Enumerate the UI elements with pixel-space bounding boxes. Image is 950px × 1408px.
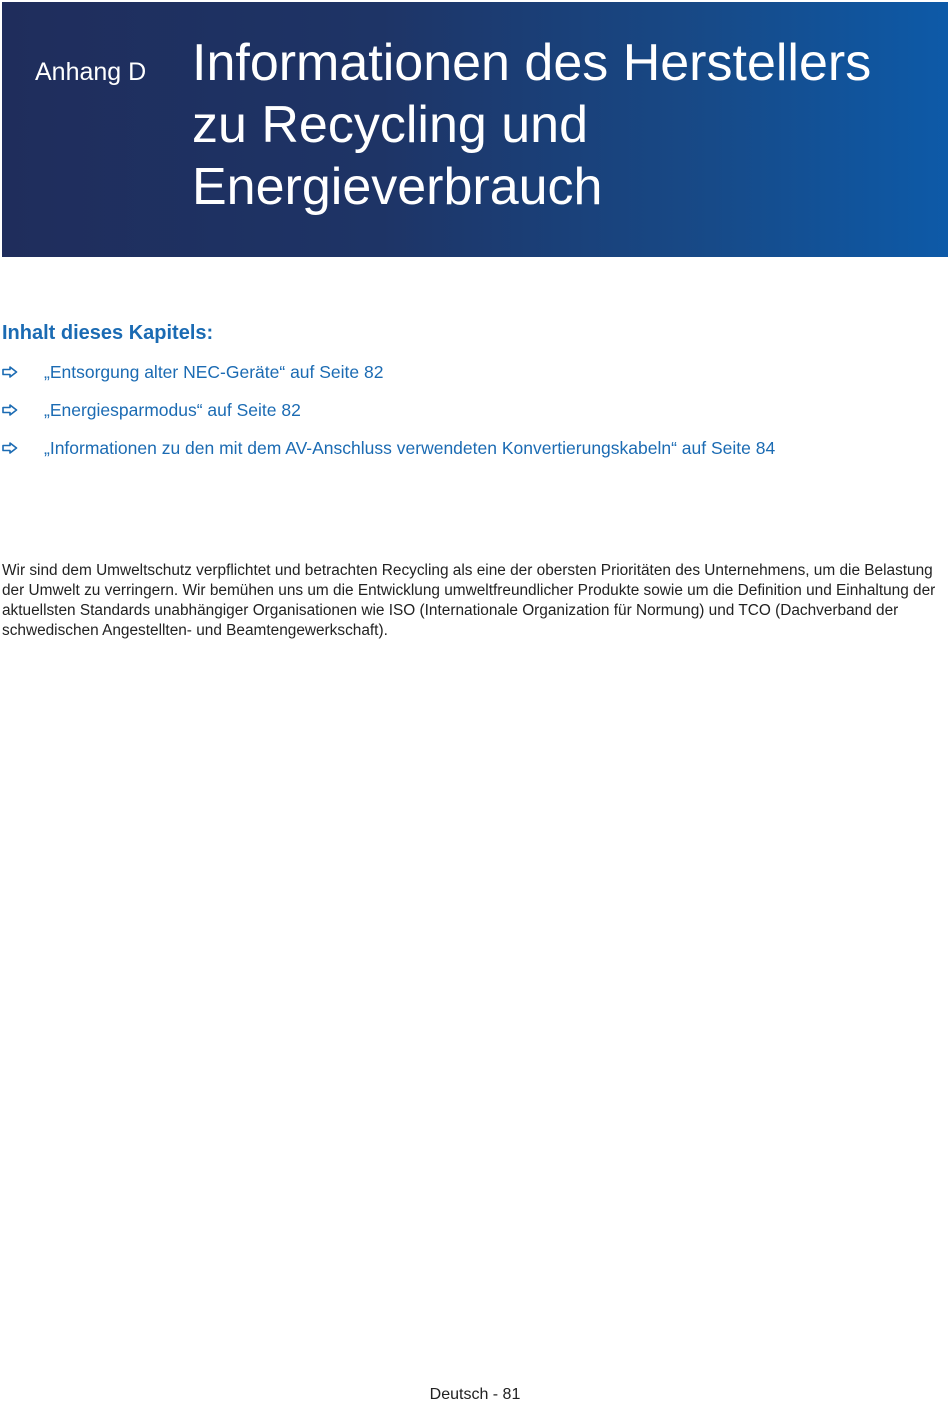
arrow-right-icon bbox=[2, 398, 44, 422]
appendix-label: Anhang D bbox=[35, 58, 147, 86]
page-number: Deutsch - 81 bbox=[429, 1386, 521, 1403]
chapter-title: Informationen des Herstellers zu Recycling und Energieverbrauch bbox=[192, 34, 872, 216]
chapter-header bbox=[2, 2, 948, 257]
intro-paragraph: Wir sind dem Umweltschutz verpflichtet und betrachten Recycling als eine der obersten Prioritäten des Unternehmens, um die Belastung der Umwelt zu verringern. Wir bemühen uns um die Entwicklung umweltfreundlicher Produkte sowie um die Definition und Einhaltung der aktuellsten Standards unabhängiger Organisationen wie ISO (Internationale Organization für Normung) und TCO (Dachverband der schwedischen Angestellten- und Beamtengewerkschaft). bbox=[2, 562, 936, 639]
arrow-right-icon bbox=[2, 436, 44, 460]
arrow-right-icon bbox=[2, 360, 44, 384]
toc-link-energiesparmodus[interactable]: „Energiesparmodus“ auf Seite 82 bbox=[44, 400, 301, 420]
toc-link-entsorgung[interactable]: „Entsorgung alter NEC-Geräte“ auf Seite 82 bbox=[44, 362, 384, 382]
toc-item-konvertierungskabel[interactable] bbox=[2, 436, 775, 474]
toc-item-energiesparmodus[interactable] bbox=[2, 398, 775, 436]
toc-link-konvertierungskabel[interactable]: „Informationen zu den mit dem AV-Anschluss verwendeten Konvertierungskabeln“ auf Seite 84 bbox=[44, 438, 776, 458]
toc-list bbox=[2, 360, 775, 474]
toc-item-entsorgung[interactable] bbox=[2, 360, 775, 398]
toc-heading: Inhalt dieses Kapitels: bbox=[2, 322, 214, 344]
